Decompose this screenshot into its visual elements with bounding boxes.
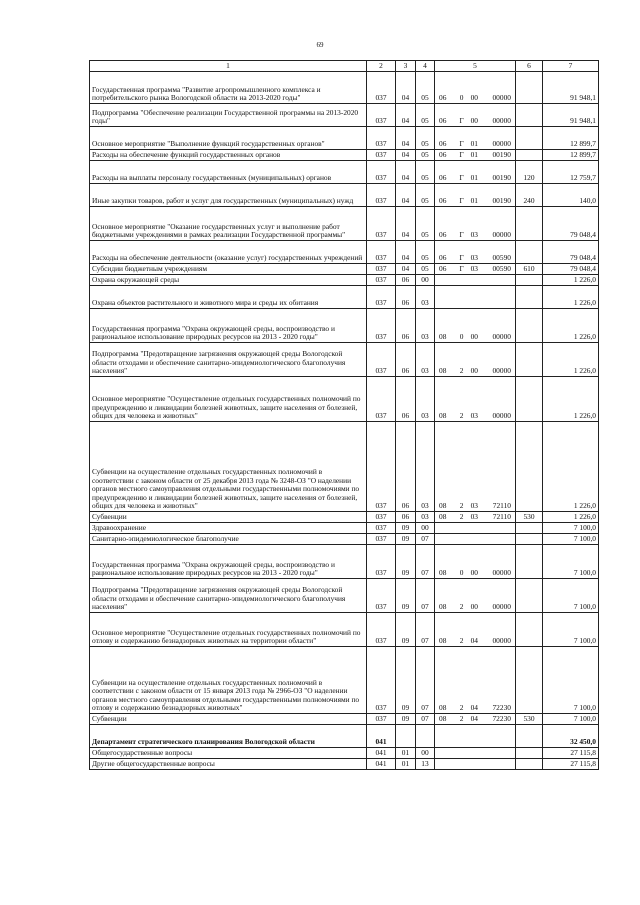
target-code-cell xyxy=(435,613,516,647)
row-name-cell: Подпрограмма "Обеспечение реализации Государственной программы на 2013-2020 годы" xyxy=(90,104,367,127)
table-row xyxy=(90,759,599,770)
target-code-cell xyxy=(435,72,516,104)
target-code-part: Г xyxy=(459,116,464,126)
target-code-part: 00 xyxy=(470,332,478,342)
target-code-part: 00000 xyxy=(492,636,511,646)
subsection-code-cell: 05 xyxy=(416,264,435,275)
target-code-part: 08 xyxy=(439,512,447,522)
target-code-part: 04 xyxy=(470,636,478,646)
target-code-part: 03 xyxy=(470,264,478,274)
row-name-cell: Департамент стратегического планирования Вологодской области xyxy=(90,725,367,748)
row-name-cell: Санитарно-эпидемиологическое благополучие xyxy=(90,534,367,545)
subsection-code-cell: 07 xyxy=(416,714,435,725)
expense-type-cell: 120 xyxy=(516,161,543,184)
target-code-cell xyxy=(435,523,516,534)
amount-cell: 7 100,0 xyxy=(543,534,599,545)
grbs-code-cell: 037 xyxy=(367,579,396,613)
subsection-code-cell: 05 xyxy=(416,72,435,104)
target-code-cell xyxy=(435,150,516,161)
target-code-part: 08 xyxy=(439,332,447,342)
amount-cell: 1 226,0 xyxy=(543,343,599,377)
expense-type-cell xyxy=(516,241,543,264)
table-row xyxy=(90,184,599,207)
budget-table xyxy=(89,60,599,770)
subsection-code-cell: 03 xyxy=(416,309,435,343)
target-code-part: 01 xyxy=(470,139,478,149)
header-cell: 6 xyxy=(516,61,543,72)
amount-cell: 1 226,0 xyxy=(543,422,599,512)
row-name-cell: Расходы на выплаты персоналу государственных (муниципальных) органов xyxy=(90,161,367,184)
subsection-code-cell: 00 xyxy=(416,275,435,286)
section-code-cell: 04 xyxy=(396,161,416,184)
target-code-part: 72230 xyxy=(492,714,511,724)
grbs-code-cell: 037 xyxy=(367,286,396,309)
subsection-code-cell: 05 xyxy=(416,127,435,150)
amount-cell: 1 226,0 xyxy=(543,275,599,286)
target-code-part: 08 xyxy=(439,366,447,376)
amount-cell: 140,0 xyxy=(543,184,599,207)
expense-type-cell: 530 xyxy=(516,714,543,725)
row-name-cell: Субвенции xyxy=(90,714,367,725)
grbs-code-cell: 037 xyxy=(367,104,396,127)
expense-type-cell xyxy=(516,275,543,286)
target-code-part: 04 xyxy=(470,703,478,713)
amount-cell: 27 115,8 xyxy=(543,759,599,770)
subsection-code-cell: 05 xyxy=(416,150,435,161)
target-code-part: 00000 xyxy=(492,230,511,240)
target-code-cell xyxy=(435,241,516,264)
section-code-cell: 06 xyxy=(396,343,416,377)
expense-type-cell xyxy=(516,343,543,377)
subsection-code-cell: 13 xyxy=(416,759,435,770)
section-code-cell: 09 xyxy=(396,613,416,647)
target-code-cell xyxy=(435,647,516,714)
target-code-part: 2 xyxy=(459,703,464,713)
expense-type-cell: 610 xyxy=(516,264,543,275)
table-row xyxy=(90,343,599,377)
header-cell: 3 xyxy=(396,61,416,72)
row-name-cell: Государственная программа "Охрана окружающей среды, воспроизводство и рациональное использование природных ресурсов на 2013 - 2020 годы" xyxy=(90,309,367,343)
table-header-row xyxy=(90,61,599,72)
row-name-cell: Государственная программа "Развитие агропромышленного комплекса и потребительского рынка Вологодской области на 2013-2020 годы" xyxy=(90,72,367,104)
target-code-part: 2 xyxy=(459,411,464,421)
section-code-cell: 01 xyxy=(396,759,416,770)
row-name-cell: Субвенции на осуществление отдельных государственных полномочий в соответствии с законом области от 25 декабря 2013 года № 3248-ОЗ "О наделении органов местного самоуправления отдельными государственными полномочиями по предупреждению и ликвидации болезней животных, защите населения от болезней, общих для человека и животных" xyxy=(90,422,367,512)
amount-cell: 1 226,0 xyxy=(543,309,599,343)
grbs-code-cell: 037 xyxy=(367,343,396,377)
section-code-cell xyxy=(396,725,416,748)
subsection-code-cell: 03 xyxy=(416,343,435,377)
target-code-part: Г xyxy=(459,150,464,160)
table-row xyxy=(90,104,599,127)
target-code-part: Г xyxy=(459,264,464,274)
grbs-code-cell: 037 xyxy=(367,264,396,275)
section-code-cell: 09 xyxy=(396,534,416,545)
target-code-cell xyxy=(435,512,516,523)
target-code-part: 06 xyxy=(439,230,447,240)
table-row xyxy=(90,647,599,714)
target-code-part: 03 xyxy=(470,512,478,522)
header-cell: 1 xyxy=(90,61,367,72)
table-row xyxy=(90,523,599,534)
target-code-part: Г xyxy=(459,139,464,149)
row-name-cell: Общегосударственные вопросы xyxy=(90,748,367,759)
target-code-part: 01 xyxy=(470,196,478,206)
row-name-cell: Охрана окружающей среды xyxy=(90,275,367,286)
expense-type-cell xyxy=(516,150,543,161)
subsection-code-cell: 03 xyxy=(416,422,435,512)
target-code-cell xyxy=(435,343,516,377)
header-cell: 2 xyxy=(367,61,396,72)
expense-type-cell xyxy=(516,647,543,714)
row-name-cell: Субвенции на осуществление отдельных государственных полномочий в соответствии с законом области от 15 января 2013 года № 2966-ОЗ "О наделении органов местного самоуправления отдельными государственными полномочиями по отлову и содержанию безнадзорных животных" xyxy=(90,647,367,714)
target-code-part: 00000 xyxy=(492,602,511,612)
subsection-code-cell: 05 xyxy=(416,161,435,184)
section-code-cell: 04 xyxy=(396,264,416,275)
section-code-cell: 06 xyxy=(396,512,416,523)
target-code-part: 04 xyxy=(470,714,478,724)
table-row xyxy=(90,377,599,422)
target-code-cell xyxy=(435,207,516,241)
amount-cell: 91 948,1 xyxy=(543,104,599,127)
target-code-part: 2 xyxy=(459,602,464,612)
table-row xyxy=(90,264,599,275)
target-code-part: 01 xyxy=(470,173,478,183)
target-code-part: 08 xyxy=(439,501,447,511)
row-name-cell: Субсидии бюджетным учреждениям xyxy=(90,264,367,275)
section-code-cell: 04 xyxy=(396,127,416,150)
target-code-cell xyxy=(435,127,516,150)
amount-cell: 7 100,0 xyxy=(543,714,599,725)
row-name-cell: Расходы на обеспечение функций государственных органов xyxy=(90,150,367,161)
target-code-part: 00000 xyxy=(492,411,511,421)
row-name-cell: Здравоохранение xyxy=(90,523,367,534)
section-code-cell: 06 xyxy=(396,309,416,343)
target-code-cell xyxy=(435,184,516,207)
subsection-code-cell: 05 xyxy=(416,104,435,127)
target-code-part: 00190 xyxy=(492,196,511,206)
section-code-cell: 04 xyxy=(396,150,416,161)
grbs-code-cell: 037 xyxy=(367,241,396,264)
expense-type-cell xyxy=(516,759,543,770)
section-code-cell: 09 xyxy=(396,714,416,725)
target-code-part: 00 xyxy=(470,93,478,103)
target-code-part: 2 xyxy=(459,366,464,376)
target-code-cell xyxy=(435,579,516,613)
amount-cell: 79 048,4 xyxy=(543,241,599,264)
grbs-code-cell: 037 xyxy=(367,523,396,534)
amount-cell: 1 226,0 xyxy=(543,512,599,523)
amount-cell: 91 948,1 xyxy=(543,72,599,104)
section-code-cell: 06 xyxy=(396,422,416,512)
section-code-cell: 06 xyxy=(396,286,416,309)
table-row xyxy=(90,72,599,104)
target-code-cell xyxy=(435,377,516,422)
subsection-code-cell: 07 xyxy=(416,613,435,647)
expense-type-cell xyxy=(516,748,543,759)
target-code-cell xyxy=(435,286,516,309)
table-row xyxy=(90,275,599,286)
target-code-part: 03 xyxy=(470,253,478,263)
grbs-code-cell: 037 xyxy=(367,512,396,523)
row-name-cell: Основное мероприятие "Осуществление отдельных государственных полномочий по предупреждению и ликвидации болезней животных, защите населения от болезней, общих для человека и животных" xyxy=(90,377,367,422)
table-row xyxy=(90,127,599,150)
grbs-code-cell: 037 xyxy=(367,184,396,207)
amount-cell: 12 759,7 xyxy=(543,161,599,184)
target-code-part: 00 xyxy=(470,366,478,376)
target-code-cell xyxy=(435,748,516,759)
target-code-part: 00590 xyxy=(492,253,511,263)
grbs-code-cell: 037 xyxy=(367,377,396,422)
grbs-code-cell: 037 xyxy=(367,127,396,150)
target-code-cell xyxy=(435,534,516,545)
section-code-cell: 09 xyxy=(396,545,416,579)
expense-type-cell xyxy=(516,725,543,748)
target-code-part: 00 xyxy=(470,568,478,578)
target-code-part: 00 xyxy=(470,116,478,126)
section-code-cell: 04 xyxy=(396,241,416,264)
row-name-cell: Иные закупки товаров, работ и услуг для государственных (муниципальных) нужд xyxy=(90,184,367,207)
expense-type-cell xyxy=(516,545,543,579)
amount-cell: 79 048,4 xyxy=(543,207,599,241)
target-code-cell xyxy=(435,161,516,184)
target-code-part: 06 xyxy=(439,93,447,103)
grbs-code-cell: 037 xyxy=(367,309,396,343)
target-code-part: 00190 xyxy=(492,173,511,183)
target-code-part: 2 xyxy=(459,714,464,724)
subsection-code-cell: 03 xyxy=(416,286,435,309)
target-code-part: 01 xyxy=(470,150,478,160)
section-code-cell: 09 xyxy=(396,579,416,613)
subsection-code-cell: 05 xyxy=(416,184,435,207)
table-row xyxy=(90,579,599,613)
row-name-cell: Подпрограмма "Предотвращение загрязнения окружающей среды Вологодской области отходами и обеспечение санитарно-эпидемиологического благополучия населения" xyxy=(90,343,367,377)
header-cell: 4 xyxy=(416,61,435,72)
grbs-code-cell: 037 xyxy=(367,534,396,545)
section-code-cell: 04 xyxy=(396,104,416,127)
subsection-code-cell: 07 xyxy=(416,545,435,579)
table-row xyxy=(90,309,599,343)
amount-cell: 7 100,0 xyxy=(543,647,599,714)
amount-cell: 12 899,7 xyxy=(543,127,599,150)
expense-type-cell xyxy=(516,523,543,534)
target-code-part: 06 xyxy=(439,173,447,183)
subsection-code-cell: 05 xyxy=(416,207,435,241)
expense-type-cell xyxy=(516,104,543,127)
expense-type-cell xyxy=(516,207,543,241)
target-code-part: 03 xyxy=(470,411,478,421)
target-code-cell xyxy=(435,714,516,725)
table-row xyxy=(90,748,599,759)
amount-cell: 7 100,0 xyxy=(543,523,599,534)
amount-cell: 7 100,0 xyxy=(543,545,599,579)
target-code-part: 08 xyxy=(439,568,447,578)
table-row xyxy=(90,161,599,184)
subsection-code-cell: 05 xyxy=(416,241,435,264)
target-code-part: Г xyxy=(459,230,464,240)
target-code-part: 00590 xyxy=(492,264,511,274)
grbs-code-cell: 037 xyxy=(367,714,396,725)
header-cell: 7 xyxy=(543,61,599,72)
amount-cell: 32 450,0 xyxy=(543,725,599,748)
target-code-cell xyxy=(435,264,516,275)
table-row xyxy=(90,286,599,309)
target-code-part: Г xyxy=(459,253,464,263)
section-code-cell: 04 xyxy=(396,207,416,241)
table-row xyxy=(90,613,599,647)
row-name-cell: Основное мероприятие "Выполнение функций государственных органов" xyxy=(90,127,367,150)
target-code-part: 08 xyxy=(439,703,447,713)
subsection-code-cell: 07 xyxy=(416,579,435,613)
row-name-cell: Расходы на обеспечение деятельности (оказание услуг) государственных учреждений xyxy=(90,241,367,264)
expense-type-cell xyxy=(516,127,543,150)
section-code-cell: 06 xyxy=(396,275,416,286)
row-name-cell: Подпрограмма "Предотвращение загрязнения окружающей среды Вологодской области отходами и обеспечение санитарно-эпидемиологического благополучия населения" xyxy=(90,579,367,613)
target-code-cell xyxy=(435,104,516,127)
grbs-code-cell: 037 xyxy=(367,613,396,647)
expense-type-cell: 530 xyxy=(516,512,543,523)
table-row xyxy=(90,241,599,264)
target-code-cell xyxy=(435,422,516,512)
target-code-part: 06 xyxy=(439,253,447,263)
table-row xyxy=(90,422,599,512)
expense-type-cell xyxy=(516,579,543,613)
amount-cell: 7 100,0 xyxy=(543,613,599,647)
target-code-part: 08 xyxy=(439,602,447,612)
page-number: 69 xyxy=(316,41,324,49)
target-code-part: 2 xyxy=(459,501,464,511)
grbs-code-cell: 037 xyxy=(367,647,396,714)
target-code-part: 72110 xyxy=(492,501,511,511)
target-code-part: 0 xyxy=(459,93,464,103)
target-code-cell xyxy=(435,725,516,748)
subsection-code-cell xyxy=(416,725,435,748)
table-row xyxy=(90,725,599,748)
grbs-code-cell: 037 xyxy=(367,545,396,579)
expense-type-cell: 240 xyxy=(516,184,543,207)
grbs-code-cell: 037 xyxy=(367,150,396,161)
grbs-code-cell: 037 xyxy=(367,422,396,512)
section-code-cell: 04 xyxy=(396,184,416,207)
target-code-part: 00000 xyxy=(492,116,511,126)
target-code-part: 00000 xyxy=(492,139,511,149)
section-code-cell: 01 xyxy=(396,748,416,759)
header-cell: 5 xyxy=(435,61,516,72)
target-code-cell xyxy=(435,545,516,579)
target-code-cell xyxy=(435,309,516,343)
table-row xyxy=(90,545,599,579)
table-row xyxy=(90,207,599,241)
expense-type-cell xyxy=(516,422,543,512)
target-code-part: 00000 xyxy=(492,366,511,376)
subsection-code-cell: 07 xyxy=(416,647,435,714)
target-code-part: 00 xyxy=(470,602,478,612)
table-row xyxy=(90,512,599,523)
amount-cell: 1 226,0 xyxy=(543,286,599,309)
target-code-part: Г xyxy=(459,196,464,206)
subsection-code-cell: 00 xyxy=(416,748,435,759)
grbs-code-cell: 037 xyxy=(367,207,396,241)
target-code-part: 72110 xyxy=(492,512,511,522)
target-code-part: 03 xyxy=(470,501,478,511)
grbs-code-cell: 037 xyxy=(367,161,396,184)
target-code-part: 08 xyxy=(439,636,447,646)
subsection-code-cell: 00 xyxy=(416,523,435,534)
row-name-cell: Охрана объектов растительного и животного мира и среды их обитания xyxy=(90,286,367,309)
row-name-cell: Другие общегосударственные вопросы xyxy=(90,759,367,770)
target-code-part: 06 xyxy=(439,196,447,206)
section-code-cell: 09 xyxy=(396,647,416,714)
grbs-code-cell: 037 xyxy=(367,275,396,286)
target-code-part: 06 xyxy=(439,150,447,160)
table-row xyxy=(90,534,599,545)
table-row xyxy=(90,714,599,725)
section-code-cell: 04 xyxy=(396,72,416,104)
target-code-part: 2 xyxy=(459,512,464,522)
amount-cell: 79 048,4 xyxy=(543,264,599,275)
target-code-part: 2 xyxy=(459,636,464,646)
grbs-code-cell: 041 xyxy=(367,748,396,759)
row-name-cell: Субвенции xyxy=(90,512,367,523)
row-name-cell: Основное мероприятие "Оказание государственных услуг и выполнение работ бюджетными учреждениями в рамках реализации Государственной программы" xyxy=(90,207,367,241)
expense-type-cell xyxy=(516,534,543,545)
subsection-code-cell: 03 xyxy=(416,377,435,422)
section-code-cell: 06 xyxy=(396,377,416,422)
grbs-code-cell: 041 xyxy=(367,759,396,770)
target-code-cell xyxy=(435,759,516,770)
amount-cell: 12 899,7 xyxy=(543,150,599,161)
target-code-part: 08 xyxy=(439,411,447,421)
row-name-cell: Государственная программа "Охрана окружающей среды, воспроизводство и рациональное использование природных ресурсов на 2013 - 2020 годы" xyxy=(90,545,367,579)
target-code-cell xyxy=(435,275,516,286)
expense-type-cell xyxy=(516,613,543,647)
target-code-part: 0 xyxy=(459,332,464,342)
subsection-code-cell: 07 xyxy=(416,534,435,545)
target-code-part: 0 xyxy=(459,568,464,578)
target-code-part: 00000 xyxy=(492,332,511,342)
subsection-code-cell: 03 xyxy=(416,512,435,523)
target-code-part: 03 xyxy=(470,230,478,240)
amount-cell: 7 100,0 xyxy=(543,579,599,613)
target-code-part: 06 xyxy=(439,139,447,149)
target-code-part: 00190 xyxy=(492,150,511,160)
expense-type-cell xyxy=(516,377,543,422)
target-code-part: 06 xyxy=(439,116,447,126)
table-row xyxy=(90,150,599,161)
amount-cell: 27 115,8 xyxy=(543,748,599,759)
row-name-cell: Основное мероприятие "Осуществление отдельных государственных полномочий по отлову и содержанию безнадзорных животных на территории области" xyxy=(90,613,367,647)
target-code-part: Г xyxy=(459,173,464,183)
expense-type-cell xyxy=(516,72,543,104)
target-code-part: 08 xyxy=(439,714,447,724)
expense-type-cell xyxy=(516,286,543,309)
target-code-part: 00000 xyxy=(492,93,511,103)
grbs-code-cell: 041 xyxy=(367,725,396,748)
section-code-cell: 09 xyxy=(396,523,416,534)
grbs-code-cell: 037 xyxy=(367,72,396,104)
expense-type-cell xyxy=(516,309,543,343)
amount-cell: 1 226,0 xyxy=(543,377,599,422)
target-code-part: 00000 xyxy=(492,568,511,578)
target-code-part: 06 xyxy=(439,264,447,274)
target-code-part: 72230 xyxy=(492,703,511,713)
